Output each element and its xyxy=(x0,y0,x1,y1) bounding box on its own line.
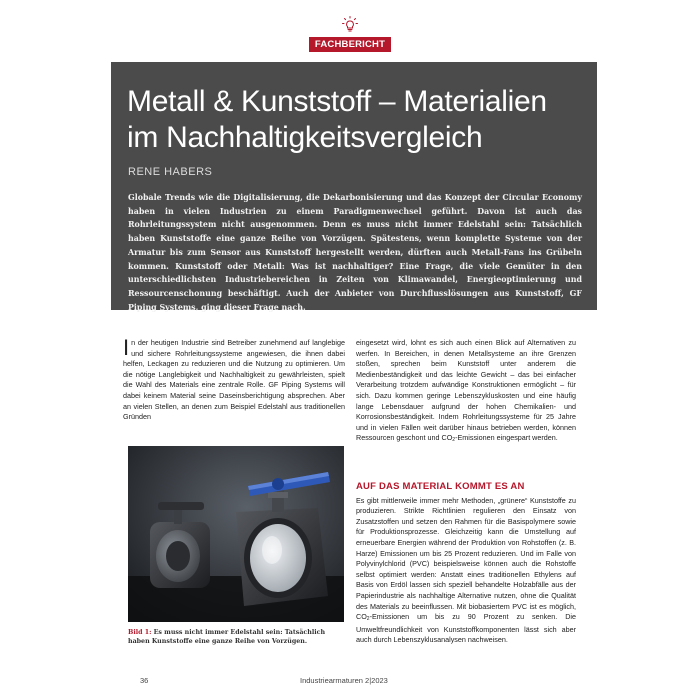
page-number: 36 xyxy=(140,676,149,685)
body-text-right-b2: -Emissionen um bis zu 90 Prozent zu senken. Die Umweltfreundlichkeit von Kunststoffkomponenten lässt sich aber auch durch Lebenszyklusanalysen nachweisen. xyxy=(356,612,576,645)
section-badge xyxy=(0,16,700,52)
subscript: 2 xyxy=(452,437,456,444)
body-text-right-a2: -Emissionen eingespart werden. xyxy=(455,433,558,443)
lightbulb-icon xyxy=(342,16,358,32)
body-column-left xyxy=(123,335,345,423)
drop-cap: I xyxy=(123,335,130,360)
article-title xyxy=(127,84,587,156)
body-text-right-a: eingesetzt wird, lohnt es sich auch einen Blick auf Alternativen zu werfen. In Bereichen, in denen Metallsysteme an ihre Grenzen stoßen, sprechen beim Kunststoff unter anderem die Medienbeständigkeit und das leichte Gewicht – das bei einfacher Verarbeitung trotzdem aufwändige Konstruktionen ermöglicht – für sich. Dazu kommen geringe Lebenszykluskosten und eine häufig lange Lebensdauer aufgrund der hohen Chemikalien- und Korrosionsbeständigkeit. Indem Rohrleitungssysteme für 25 Jahre und in vielen Fällen weit darüber hinaus betrieben werden, können Ressourcen geschont und CO xyxy=(356,338,576,443)
photo-caption xyxy=(128,628,344,646)
body-text-right-b: Es gibt mittlerweile immer mehr Methoden, „grünere“ Kunststoffe zu produzieren. Strikte Richtlinien regulieren den Einsatz von Zusatzstoffen und setzen den Rahmen für die Basispolymere sowie für Produktionsprozesse. Gleichzeitig kann die Umstellung auf erneuerbare Energien während der Produktion von Rohstoffen (z. B. Harze) Emissionen um bis 25 Prozent reduzieren. Und im Falle von Polyvinylchlorid (PVC) beispielsweise können auch die Rohstoffe selbst optimiert werden: Anstatt eines traditionellen Ethylens auf Basis von Erdöl lassen sich speziell behandelte Holzabfälle aus der Papierindustrie als nachhaltige Alternative nutzen, ohne die Qualität des Materials zu beeinflussen. Mit biobasiertem PVC ist es möglich, CO xyxy=(356,495,576,622)
publication-name: Industriearmaturen 2|2023 xyxy=(300,676,388,685)
body-column-right-top xyxy=(356,338,576,446)
body-column-right-bottom xyxy=(356,482,576,646)
subscript: 2 xyxy=(366,616,370,623)
title-line-2: im Nachhaltigkeitsvergleich xyxy=(127,121,483,154)
caption-text: Es muss nicht immer Edelstahl sein: Tatsächlich haben Kunststoffe eine ganze Reihe von Vorzügen. xyxy=(128,629,326,645)
body-text-left: n der heutigen Industrie sind Betreiber zunehmend auf langlebige und sichere Rohrleitungssysteme angewiesen, die ihnen dabei helfen, Leckagen zu reduzieren und die Nutzung zu optimieren. Um die nötige Langlebigkeit und Nachhaltigkeit zu gewährleisten, spielt die Wahl des Materials eine zentrale Rolle. GF Piping Systems will dabei keinem Material seine Daseinsberichtigung absprechen. Aber an vielen Stellen, an denen zum Beispiel Edelstahl aus traditionellen Gründen xyxy=(123,338,345,422)
article-header xyxy=(111,62,597,310)
section-subheading: AUF DAS MATERIAL KOMMT ES AN xyxy=(356,481,525,492)
title-line-1: Metall & Kunststoff – Materialien xyxy=(127,85,547,118)
author-name: RENE HABERS xyxy=(128,166,213,178)
caption-label: Bild 1: xyxy=(128,629,152,636)
lead-paragraph: Globale Trends wie die Digitalisierung, die Dekarbonisierung und das Konzept der Circular Economy haben in vielen Industrien zu einem Paradigmenwechsel geführt. Davon ist auch das Rohrleitungssystem nicht ausgenommen. Denn es muss nicht immer Edelstahl sein: Tatsächlich haben Kunststoffe eine ganze Reihe von Vorzügen. Spätestens, wenn komplette Systeme von der Armatur bis zum Sensor aus Kunststoff hergestellt werden, dürften auch Metall-Fans ins Grübeln kommen. Kunststoff oder Metall: Was ist nachhaltiger? Eine Frage, die viele Gemüter in den unterschiedlichsten Industriebereichen in Zeiten von Klimawandel, Energieoptimierung und Ressourcenschonung beschäftigt. Auch der Anbieter von Durchflusslösungen aus Kunststoff, GF Piping Systems, ging dieser Frage nach. xyxy=(128,193,582,312)
valve-photo xyxy=(128,446,344,622)
valve-photo-illustration xyxy=(128,446,344,622)
section-label: FACHBERICHT xyxy=(309,37,391,52)
